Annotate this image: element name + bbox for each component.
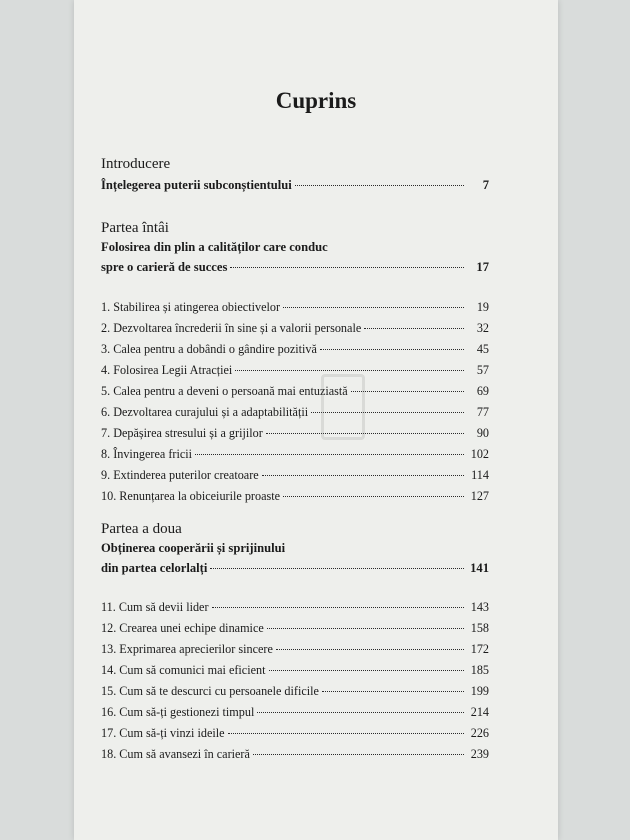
toc-entry-page: 239 xyxy=(470,747,489,761)
toc-entry-label: din partea celorlalți xyxy=(101,561,208,575)
toc-entry-label: 6. Dezvoltarea curajului și a adaptabilității xyxy=(101,405,309,419)
toc-entry-page: 214 xyxy=(470,705,489,719)
toc-entry-part1-heading xyxy=(101,260,489,275)
toc-entry-chapter-14 xyxy=(101,663,489,678)
toc-entry-label: 13. Exprimarea aprecierilor sincere xyxy=(101,642,273,656)
toc-entry-page: 141 xyxy=(470,561,489,575)
toc-entry-label: 7. Depășirea stresului și a grijilor xyxy=(101,426,263,440)
dot-leader xyxy=(267,628,464,629)
page-title: Cuprins xyxy=(275,88,357,113)
dot-leader xyxy=(283,307,464,308)
toc-entry-label: 10. Renunțarea la obiceiurile proaste xyxy=(101,489,281,503)
dot-leader xyxy=(257,712,464,713)
toc-entry-label: spre o carieră de succes xyxy=(101,260,228,274)
toc-entry-chapter-17 xyxy=(101,726,489,741)
toc-entry-page: 32 xyxy=(476,321,489,335)
toc-entry-label: 1. Stabilirea și atingerea obiectivelor xyxy=(101,300,281,314)
toc-entry-page: 114 xyxy=(471,468,489,482)
toc-entry-page: 57 xyxy=(476,363,489,377)
toc-entry-chapter-11 xyxy=(101,600,489,615)
toc-entry-chapter-10 xyxy=(101,489,489,504)
toc-entry-chapter-12 xyxy=(101,621,489,636)
toc-entry-page: 7 xyxy=(482,178,489,192)
toc-entry-label: 3. Calea pentru a dobândi o gândire pozitivă xyxy=(101,342,317,356)
section-title-part1: Partea întâi xyxy=(101,220,169,236)
toc-entry-label: 2. Dezvoltarea încrederii în sine și a valorii personale xyxy=(101,321,362,335)
toc-entry-page: 158 xyxy=(470,621,489,635)
toc-entry-page: 226 xyxy=(470,726,489,740)
toc-entry-chapter-2 xyxy=(101,321,489,336)
dot-leader xyxy=(295,185,464,186)
watermark-logo xyxy=(319,370,469,470)
dot-leader xyxy=(262,475,464,476)
dot-leader xyxy=(276,649,464,650)
toc-entry-chapter-9 xyxy=(101,468,489,483)
toc-entry-label: 17. Cum să-ți vinzi ideile xyxy=(101,726,225,740)
toc-entry-label: 5. Calea pentru a deveni o persoană mai entuziastă xyxy=(101,384,348,398)
toc-entry-page: 69 xyxy=(476,384,489,398)
toc-entry-page: 90 xyxy=(476,426,489,440)
dot-leader xyxy=(283,496,464,497)
toc-entry-label: 4. Folosirea Legii Atracției xyxy=(101,363,233,377)
part1-heading-line1: Folosirea din plin a calităților care conduc xyxy=(101,240,328,254)
toc-entry-page: 77 xyxy=(476,405,489,419)
toc-entry-label: 16. Cum să-ți gestionezi timpul xyxy=(101,705,255,719)
toc-entry-part2-heading xyxy=(101,561,489,576)
dot-leader xyxy=(212,607,464,608)
dot-leader xyxy=(320,349,464,350)
toc-entry-chapter-15 xyxy=(101,684,489,699)
toc-entry-page: 127 xyxy=(470,489,489,503)
section-title-part2: Partea a doua xyxy=(101,521,182,537)
toc-entry-label: 9. Extinderea puterilor creatoare xyxy=(101,468,259,482)
toc-entry-page: 172 xyxy=(470,642,489,656)
dot-leader xyxy=(253,754,464,755)
toc-entry-label: 18. Cum să avansezi în carieră xyxy=(101,747,250,761)
toc-entry-page: 185 xyxy=(470,663,489,677)
toc-entry-page: 17 xyxy=(476,260,489,274)
toc-entry-chapter-16 xyxy=(101,705,489,720)
toc-entry-page: 45 xyxy=(476,342,489,356)
toc-entry-label: 15. Cum să te descurci cu persoanele dificile xyxy=(101,684,319,698)
toc-entry-chapter-1 xyxy=(101,300,489,315)
toc-entry-label: Înțelegerea puterii subconștientului xyxy=(101,178,292,192)
toc-entry-page: 102 xyxy=(470,447,489,461)
toc-entry-label: 14. Cum să comunici mai eficient xyxy=(101,663,266,677)
dot-leader xyxy=(364,328,464,329)
dot-leader xyxy=(230,267,464,268)
watermark-frame-icon xyxy=(321,374,365,440)
toc-entry-chapter-3 xyxy=(101,342,489,357)
toc-entry-label: 8. Învingerea fricii xyxy=(101,447,193,461)
part2-heading-line1: Obținerea cooperării și sprijinului xyxy=(101,541,286,555)
toc-entry-chapter-18 xyxy=(101,747,489,762)
dot-leader xyxy=(269,670,465,671)
toc-entry-page: 143 xyxy=(470,600,489,614)
dot-leader xyxy=(228,733,464,734)
toc-entry-intro xyxy=(101,178,489,193)
dot-leader xyxy=(322,691,464,692)
toc-entry-label: 12. Crearea unei echipe dinamice xyxy=(101,621,264,635)
toc-entry-page: 199 xyxy=(470,684,489,698)
dot-leader xyxy=(210,568,464,569)
toc-entry-page: 19 xyxy=(476,300,489,314)
book-page xyxy=(74,0,558,840)
toc-entry-label: 11. Cum să devii lider xyxy=(101,600,209,614)
section-title-intro: Introducere xyxy=(101,156,171,172)
toc-entry-chapter-13 xyxy=(101,642,489,657)
